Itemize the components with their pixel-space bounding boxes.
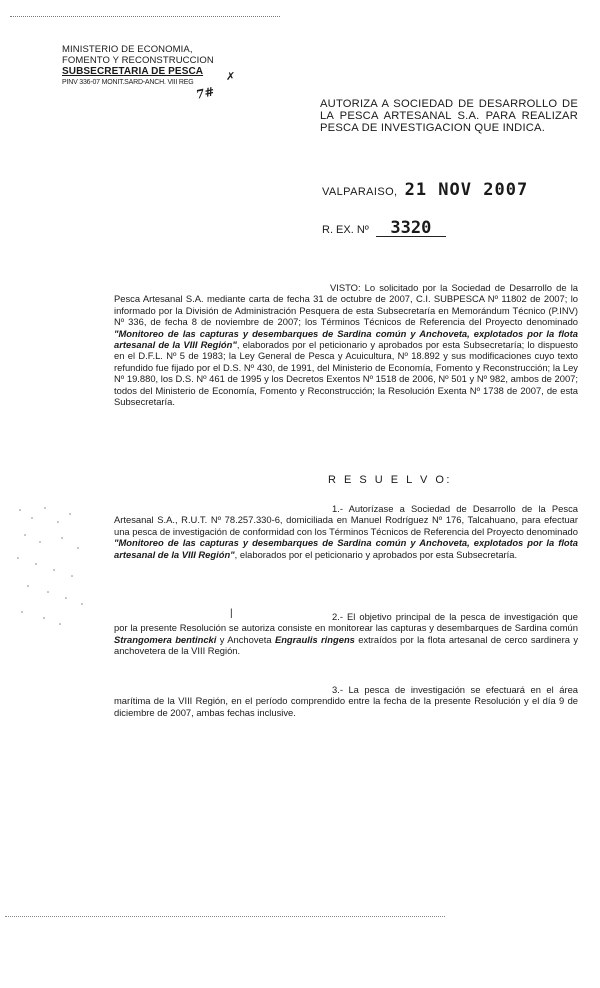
handwritten-tick-mark: ✗ [226,71,236,83]
item-2-text-mid: y Anchoveta [216,633,275,645]
species-anchoveta: Engraulis ringens [274,633,355,645]
scan-dotted-edge-bottom [5,916,445,917]
resolution-label: R. EX. Nº [322,224,369,236]
letterhead-reference-code: PINV 336-07 MONIT.SARD-ANCH. VIII REG [62,79,194,86]
letterhead-ministry: MINISTERIO DE ECONOMIA, [62,44,193,55]
resolution-number-line [322,220,446,237]
resolution-number: 3320 [376,220,446,237]
item-1-text-tail: , elaborados por el peticionario y aprobados por esta Subsecretaría. [234,548,518,560]
letterhead [62,44,214,88]
item-2-text: 2.- El objetivo principal de la pesca de investigación que por la presente Resolución se autoriza consiste en monitorear las capturas y desembarques de Sardina común [114,611,578,634]
resolution-item-1 [114,503,578,560]
species-sardina: Strangomera bentincki [114,633,217,645]
resuelvo-heading: R E S U E L V O: [328,474,452,486]
place-date-line [322,180,528,200]
handwritten-initials: 7# [194,84,216,102]
scan-dotted-edge-top [10,16,280,17]
scan-mark: | [230,608,233,619]
document-title: AUTORIZA A SOCIEDAD DE DESARROLLO DE LA PESCA ARTESANAL S.A. PARA REALIZAR PESCA DE INVESTIGACION QUE INDICA. [320,98,578,134]
letterhead-subsecretaria: SUBSECRETARIA DE PESCA [62,66,204,77]
visto-text-tail: , elaborados por el peticionario y aprobados por esta Subsecretaría; lo dispuesto en el D.F.L. Nº 5 de 1983; la Ley General de Pesca y Acuicultura, Nº 18.892 y sus modificaciones cuyo texto refundido fue fijado por el D.S. Nº 430, de 1991, del Ministerio de Economía, Fomento y Reconstrucción; la Ley Nº 19.880, los D.S. Nº 461 de 1995 y los Decretos Exentos Nº 1518 de 2006, Nº 501 y Nº 982, ambos de 2007; todos del Ministerio de Economía, Fomento y Reconstrucción; la Resolución Exenta Nº 1738 de 2007, de esta Subsecretaría. [114,339,578,408]
letterhead-ministry-cont: FOMENTO Y RECONSTRUCCION [62,55,214,66]
visto-paragraph [114,282,578,407]
visto-text: VISTO: Lo solicitado por la Sociedad de Desarrollo de la Pesca Artesanal S.A. mediante carta de fecha 31 de octubre de 2007, C.I. SUBPESCA Nº 11802 de 2007; lo informado por la División de Administración Pesquera de esta Subsecretaría en Memorándum Técnico (P.INV) Nº 336, de fecha 8 de noviembre de 2007; los Términos Técnicos de Referencia del Proyecto denominado [114,282,578,328]
resolution-item-3: 3.- La pesca de investigación se efectuará en el área marítima de la VIII Región, en el período comprendido entre la fecha de la presente Resolución y el día 9 de diciembre de 2007, ambas fechas inclusive. [114,684,578,718]
scan-margin-specks [10,500,90,630]
resolution-item-2 [114,611,578,657]
item-1-text: 1.- Autorízase a Sociedad de Desarrollo de la Pesca Artesanal S.A., R.U.T. Nº 78.257.330-6, domiciliada en Manuel Rodríguez Nº 176, Talcahuano, para efectuar una pesca de investigación de conformidad con los Términos Técnicos de Referencia del Proyecto denominado [114,503,578,537]
stamped-date: 21 NOV 2007 [404,180,529,200]
item-1-project-name: "Monitoreo de las capturas y desembarques de Sardina común y Anchoveta, explotados por la flota artesanal de la VIII Región" [114,537,578,560]
item-2-text-tail: extraídos por la flota artesanal de cerco sardinera y anchovetera de la VIII Región. [114,633,579,657]
city: VALPARAISO, [322,186,398,198]
visto-project-name: "Monitoreo de las capturas y desembarques de Sardina común y Anchoveta, explotados por la flota artesanal de la VIII Región" [114,327,578,351]
